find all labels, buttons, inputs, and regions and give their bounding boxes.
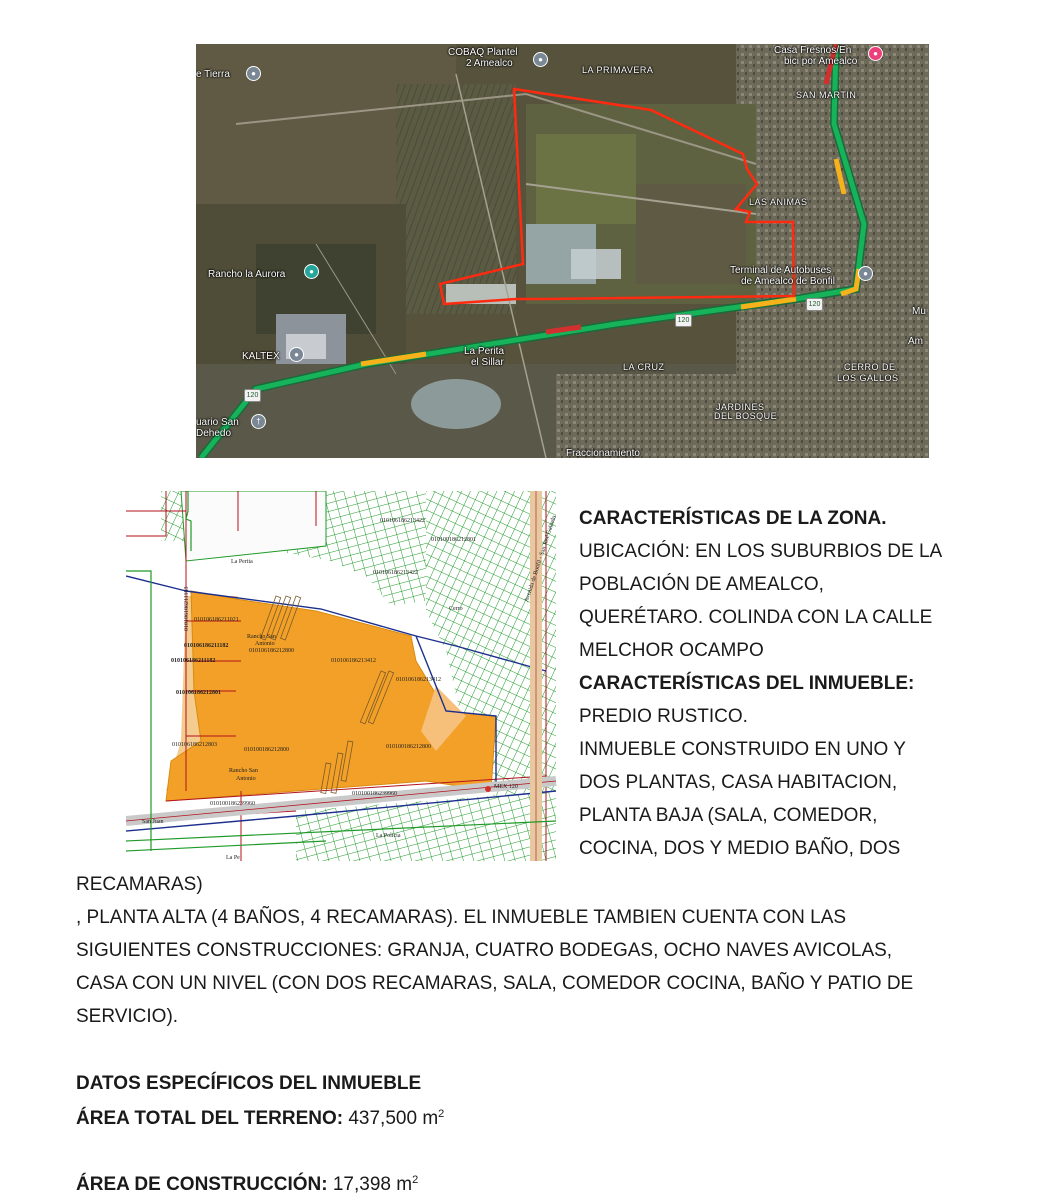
hotel-pin-icon: ● xyxy=(868,46,883,61)
body-line: RECAMARAS) xyxy=(76,874,203,895)
label-jardines: JARDINES xyxy=(716,402,765,412)
parcel-id: 010100186212800 xyxy=(386,744,431,750)
body-line: SIGUIENTES CONSTRUCCIONES: GRANJA, CUATRO BODEGAS, OCHO NAVES AVICOLAS, xyxy=(76,940,893,961)
label-cobaq: COBAQ Plantel xyxy=(448,47,518,58)
label-mu: Mu xyxy=(912,306,926,317)
label-cerro-2: LOS GALLOS xyxy=(837,373,899,383)
school-pin-icon: ● xyxy=(533,52,548,67)
body-line: SERVICIO). xyxy=(76,1006,179,1027)
construccion-label: ÁREA DE CONSTRUCCIÓN: xyxy=(76,1174,328,1195)
ubicacion-line: QUERÉTARO. COLINDA CON LA CALLE xyxy=(579,607,933,628)
label-cerro: CERRO DE xyxy=(844,362,896,372)
unit-exponent: 2 xyxy=(412,1174,419,1186)
body-line: , PLANTA ALTA (4 BAÑOS, 4 RECAMARAS). EL INMUEBLE TAMBIEN CUENTA CON LAS xyxy=(76,907,847,928)
highway-shield-icon: 120 xyxy=(244,389,261,402)
place-label: La Perita xyxy=(231,559,253,565)
parcel-id: 010106186212803 xyxy=(172,742,217,748)
ranch-pin-icon: ● xyxy=(304,264,319,279)
place-label: Rancho San xyxy=(229,768,258,774)
avenue-label: Avenida de Bonfil - San José Galindo xyxy=(524,514,558,603)
label-las-animas: LAS ANIMAS xyxy=(749,197,808,207)
ubicacion-line: POBLACIÓN DE AMEALCO, xyxy=(579,574,824,595)
place-label: Rancho San xyxy=(247,634,276,640)
unit-exponent: 2 xyxy=(438,1108,445,1120)
label-fraccionamiento: Fraccionamiento xyxy=(566,448,640,458)
parcel-id: 010106186213422 xyxy=(380,518,425,524)
label-la-primavera: LA PRIMAVERA xyxy=(582,65,654,75)
label-cobaq-2: 2 Amealco xyxy=(466,58,513,69)
label-casa-fresnos: Casa Fresnos/En xyxy=(774,45,852,56)
highway-label: MEX 120 xyxy=(494,784,518,790)
inmueble-line: DOS PLANTAS, CASA HABITACION, xyxy=(579,772,898,793)
map-pin-icon: ● xyxy=(246,66,261,81)
highway-shield-icon: 120 xyxy=(806,298,823,311)
label-san-martin: SAN MARTIN xyxy=(796,90,857,100)
parcel-id: 010106186213412 xyxy=(331,658,376,664)
highway-shield-icon: 120 xyxy=(675,314,692,327)
label-el-sillar: el Sillar xyxy=(471,357,504,368)
parcel-id: 010100186212800 xyxy=(244,747,289,753)
label-casa-fresnos-2: bici por Amealco xyxy=(784,56,858,67)
place-label: Cerro xyxy=(449,606,463,612)
cadastral-map xyxy=(126,491,561,861)
construccion-value: 17,398 m xyxy=(332,1174,413,1195)
terreno-label: ÁREA TOTAL DEL TERRENO: xyxy=(76,1108,344,1129)
zona-heading: CARACTERÍSTICAS DE LA ZONA. xyxy=(579,508,887,529)
inmueble-line: COCINA, DOS Y MEDIO BAÑO, DOS xyxy=(579,838,901,859)
label-jardines-2: DEL BOSQUE xyxy=(714,411,778,421)
place-label: Antonio xyxy=(236,776,256,782)
label-santuario-2: Dehedo xyxy=(196,428,232,439)
inmueble-line: PLANTA BAJA (SALA, COMEDOR, xyxy=(579,805,878,826)
factory-pin-icon: ● xyxy=(289,347,304,362)
label-kaltex: KALTEX xyxy=(242,351,280,362)
cadastral-drawing xyxy=(126,491,561,861)
parcel-id: 010106186211182 xyxy=(171,658,216,664)
label-la-perita: La Perita xyxy=(464,346,505,357)
inmueble-line: INMUEBLE CONSTRUIDO EN UNO Y xyxy=(579,739,906,760)
body-line: CASA CON UN NIVEL (CON DOS RECAMARAS, SALA, COMEDOR COCINA, BAÑO Y PATIO DE xyxy=(76,973,914,994)
ubicacion-line: MELCHOR OCAMPO xyxy=(579,640,764,661)
place-label: Antonio xyxy=(255,641,275,647)
place-label: San Juan xyxy=(142,819,164,825)
datos-heading: DATOS ESPECÍFICOS DEL INMUEBLE xyxy=(76,1073,422,1094)
parcel-id: 010106186213422 xyxy=(373,570,418,576)
place-label: La Pe xyxy=(226,855,240,861)
label-terminal: Terminal de Autobuses xyxy=(730,265,832,276)
ubicacion-line: UBICACIÓN: EN LOS SUBURBIOS DE LA xyxy=(579,541,943,562)
inmueble-heading: CARACTERÍSTICAS DEL INMUEBLE: xyxy=(579,673,915,694)
place-label: La Policía xyxy=(376,833,401,839)
parcel-id: 010100186239960 xyxy=(210,801,255,807)
parcel-id: 010100186239960 xyxy=(352,791,397,797)
label-rancho-aurora: Rancho la Aurora xyxy=(208,269,286,280)
parcel-id: 010106186211182 xyxy=(184,643,229,649)
parcel-id: 010106186212801 xyxy=(176,690,221,696)
bus-terminal-pin-icon: ● xyxy=(858,266,873,281)
parcel-id: 010106186211021 xyxy=(194,617,239,623)
satellite-map xyxy=(196,44,929,458)
satellite-terrain xyxy=(196,44,929,458)
inmueble-line: PREDIO RUSTICO. xyxy=(579,706,748,727)
construccion-row xyxy=(76,1168,418,1201)
parcel-id: 010100186212801 xyxy=(431,537,476,543)
label-am: Am xyxy=(908,336,923,347)
church-pin-icon: † xyxy=(251,414,266,429)
label-santuario: uario San xyxy=(196,417,239,428)
terreno-row xyxy=(76,1102,444,1135)
label-terminal-2: de Amealco de Bonfil xyxy=(741,276,835,287)
parcel-id: 010106186212800 xyxy=(249,648,294,654)
terreno-value: 437,500 m xyxy=(348,1108,439,1129)
parcel-id: 010106186211183 xyxy=(184,586,190,631)
parcel-id: 010106186213412 xyxy=(396,677,441,683)
label-de-tierra: e Tierra xyxy=(196,69,230,80)
label-la-cruz: LA CRUZ xyxy=(623,362,665,372)
